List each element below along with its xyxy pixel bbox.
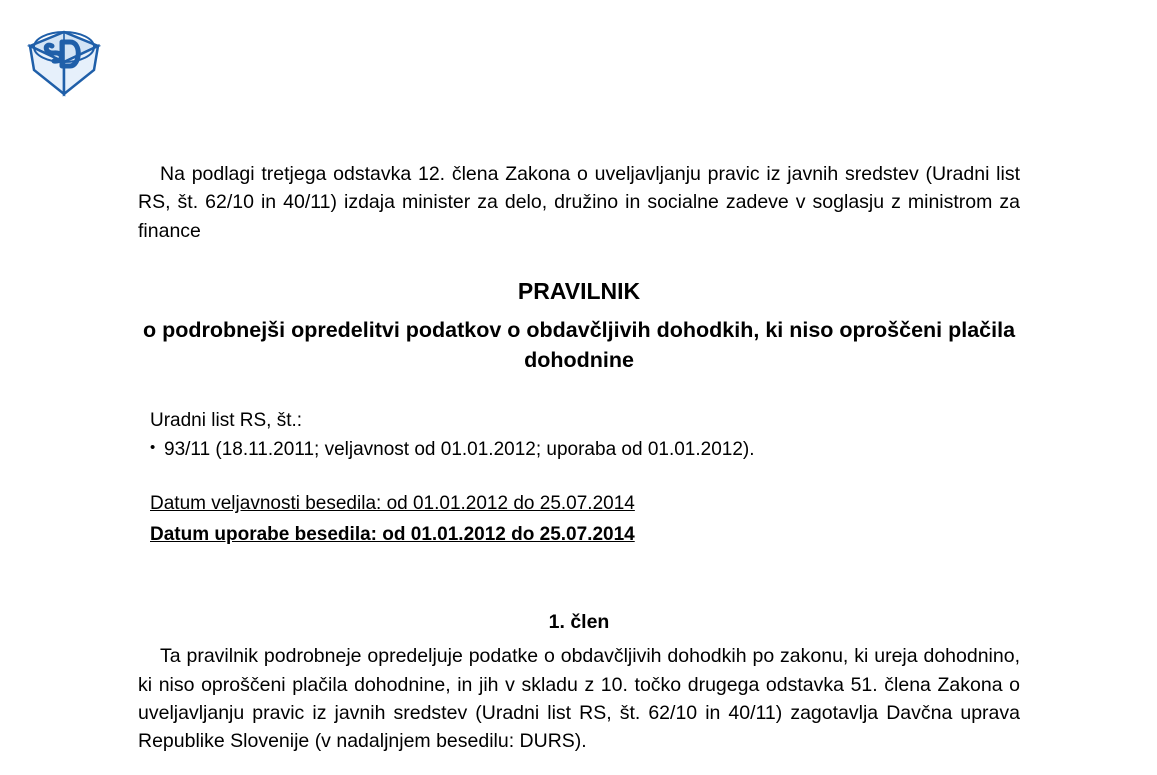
preamble-paragraph: Na podlagi tretjega odstavka 12. člena Zakona o uveljavljanju pravic iz javnih sredstev (Uradni list RS, št. 62/10 in 40/11) izdaja minister za delo, družino in socialne zadeve v soglasju z ministrom za finance [138, 163, 1020, 242]
document-subtitle: o podrobnejši opredelitvi podatkov o obdavčljivih dohodkih, ki niso oproščeni plačila dohodnine [142, 318, 1016, 372]
title-block [138, 275, 1020, 376]
document-title: PRAVILNIK [517, 277, 641, 304]
article-paragraph: Ta pravilnik podrobneje opredeljuje podatke o obdavčljivih dohodkih po zakonu, ki ureja dohodnino, ki niso oproščeni plačila dohodnine, in jih v skladu z 10. točko drugega odstavka 51. člena Zakona o uveljavljanju pravic iz javnih sredstev (Uradni list RS, št. 62/10 in 40/11) zagotavlja Davčna uprava Republike Slovenije (v nadaljnjem besedilu: DURS). [138, 645, 1020, 753]
dates-section [150, 490, 1020, 549]
gazette-label: Uradni list RS, št.: [150, 410, 303, 432]
list-item [150, 436, 1020, 465]
bullet-icon: • [150, 438, 156, 456]
gazette-section [138, 407, 1020, 464]
article-heading: 1. člen [548, 611, 610, 634]
validity-date-text: Datum veljavnosti besedila: od 01.01.2012 do 25.07.2014 [150, 493, 635, 515]
usage-date-text: Datum uporabe besedila: od 01.01.2012 do 25.07.2014 [150, 523, 635, 545]
document-content [138, 160, 1020, 775]
gazette-item-text: 93/11 (18.11.2011; veljavnost od 01.01.2012; uporaba od 01.01.2012). [164, 438, 755, 460]
sd-emblem-logo [22, 26, 106, 100]
